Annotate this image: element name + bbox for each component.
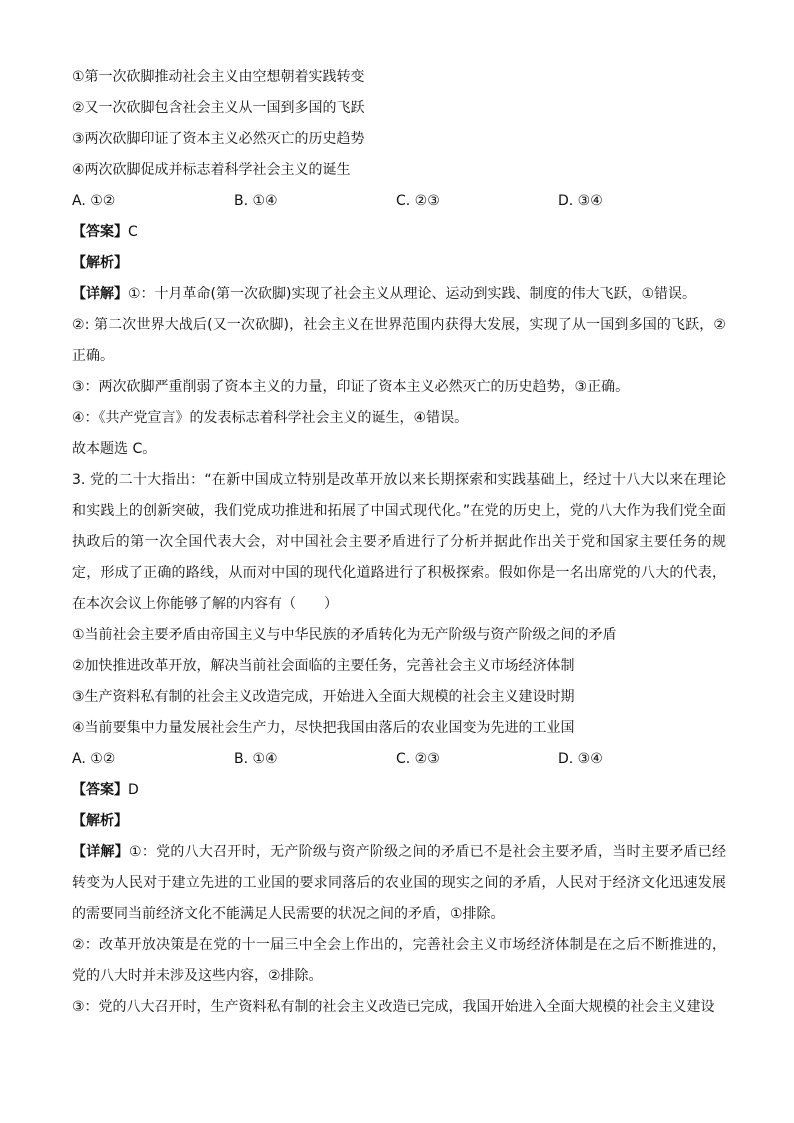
q2-detail-2: ②: 第二次世界大战后(又一次砍脚)，社会主义在世界范围内获得大发展，实现了从一国到多国的飞跃，②正确。: [72, 317, 726, 364]
q2-choice-c: C. ②③: [396, 193, 440, 209]
detail-label: 【详解】: [72, 844, 130, 860]
q3-choice-c: C. ②③: [396, 751, 440, 767]
q2-choice-b: B. ①④: [234, 193, 278, 209]
q3-option-statement-4: ④当前要集中力量发展社会生产力，尽快把我国由落后的农业国变为先进的工业国: [72, 720, 575, 736]
answer-label: 【答案】: [72, 782, 128, 798]
q3-detail-1: [72, 837, 726, 930]
q3-detail-3: ③：党的八大召开时，生产资料私有制的社会主义改造已完成，我国开始进入全面大规模的社会主义建设: [72, 999, 715, 1015]
q3-detail-2: ②：改革开放决策是在党的十一届三中全会上作出的，完善社会主义市场经济体制是在之后不断推进的，党的八大时并未涉及这些内容，②排除。: [72, 937, 726, 984]
q2-detail-3: ③：两次砍脚严重削弱了资本主义的力量，印证了资本主义必然灭亡的历史趋势，③正确。: [72, 379, 630, 395]
q3-option-statement-1: ①当前社会主要矛盾由帝国主义与中华民族的矛盾转化为无产阶级与资产阶级之间的矛盾: [72, 627, 617, 643]
answer-value: C: [128, 224, 138, 240]
q3-option-statement-2: ②加快推进改革开放，解决当前社会面临的主要任务，完善社会主义市场经济体制: [72, 658, 575, 674]
q3-choices: [72, 744, 726, 775]
q3-choice-d: D. ③④: [558, 751, 603, 767]
q2-option-statement-1: ①第一次砍脚推动社会主义由空想朝着实践转变: [72, 69, 365, 85]
answer-value: D: [128, 782, 139, 798]
q3-answer: [72, 775, 726, 806]
detail-text: ①：十月革命(第一次砍脚)实现了社会主义从理论、运动到实践、制度的伟大飞跃，①错误。: [128, 286, 697, 302]
q3-stem: 3. 党的二十大指出：“在新中国成立特别是改革开放以来长期探索和实践基础上，经过十八大以来在理论和实践上的创新突破，我们党成功推进和拓展了中国式现代化。”在党的历史上，党的八大作为我们党全面执政后的第一次全国代表大会，对中国社会主要矛盾进行了分析并据此作出关于党和国家主要任务的规定，形成了正确的路线，从而对中国的现代化道路进行了积极探索。假如你是一名出席党的八大的代表，在本次会议上你能够了解的内容有（ ）: [72, 472, 726, 612]
answer-label: 【答案】: [72, 224, 128, 240]
q2-answer: [72, 217, 726, 248]
q2-detail-1: [72, 279, 726, 310]
q2-choices: [72, 186, 726, 217]
detail-label: 【详解】: [72, 286, 128, 302]
q2-choice-d: D. ③④: [558, 193, 603, 209]
q3-choice-b: B. ①④: [234, 751, 278, 767]
q3-option-statement-3: ③生产资料私有制的社会主义改造完成，开始进入全面大规模的社会主义建设时期: [72, 689, 575, 705]
q2-option-statement-4: ④两次砍脚促成并标志着科学社会主义的诞生: [72, 162, 351, 178]
q2-analysis-label: 【解析】: [72, 255, 128, 271]
q2-detail-4: ④：《共产党宣言》的发表标志着科学社会主义的诞生，④错误。: [72, 410, 469, 426]
q2-option-statement-3: ③两次砍脚印证了资本主义必然灭亡的历史趋势: [72, 131, 365, 147]
q2-option-statement-2: ②又一次砍脚包含社会主义从一国到多国的飞跃: [72, 100, 365, 116]
q3-analysis-label: 【解析】: [72, 813, 128, 829]
q2-choice-a: A. ①②: [72, 193, 116, 209]
q2-conclusion: 故本题选 C。: [72, 441, 157, 457]
detail-text: ①：党的八大召开时，无产阶级与资产阶级之间的矛盾已不是社会主要矛盾，当时主要矛盾已经转变为人民对于建立先进的工业国的要求同落后的农业国的现实之间的矛盾，人民对于经济文化迅速发展的需要同当前经济文化不能满足人民需要的状况之间的矛盾，①排除。: [72, 844, 727, 922]
q3-choice-a: A. ①②: [72, 751, 116, 767]
document-page: [72, 62, 726, 1023]
